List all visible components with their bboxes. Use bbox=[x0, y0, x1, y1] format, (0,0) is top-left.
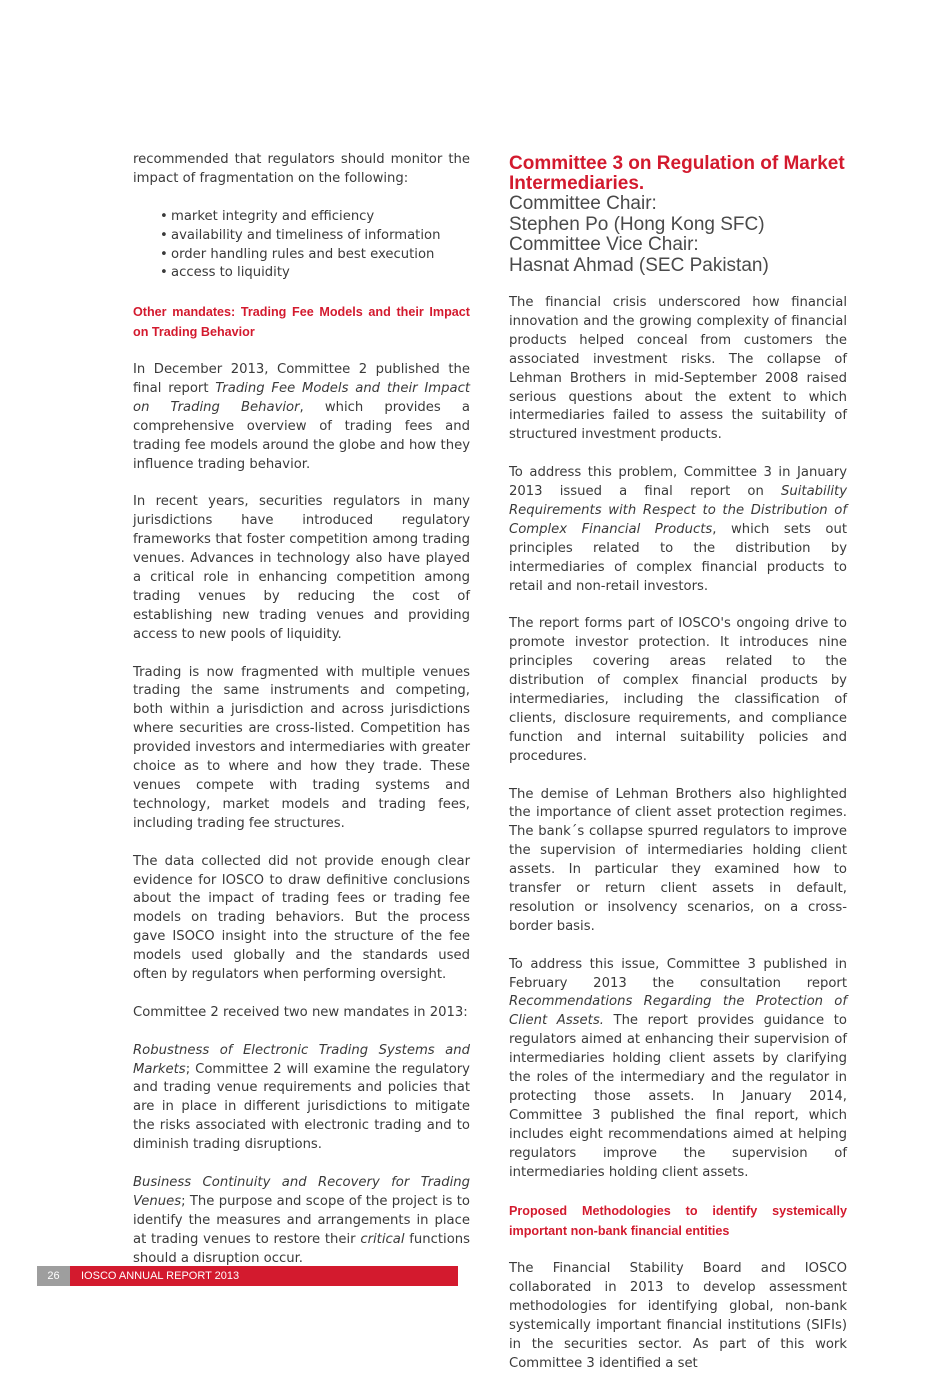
bullet-icon: • bbox=[160, 227, 168, 243]
report-title-italic: Trading Fee Models and their Impact on Trading Behavior bbox=[133, 381, 470, 415]
methodologies-heading: Proposed Methodologies to identify systemically important non-bank financial entities bbox=[509, 1204, 847, 1239]
right-column bbox=[509, 154, 847, 1374]
trading-fee-report-paragraph bbox=[133, 361, 470, 474]
bullet-icon: • bbox=[160, 246, 168, 262]
investor-protection-paragraph: The report forms part of IOSCO's ongoing drive to promote investor protection. It introduces nine principles covering areas related to the distribution of complex financial products by intermediaries, including the classification of clients, disclosure requirements, and compliance function and internal suitability policies and procedures. bbox=[509, 616, 847, 764]
page-number: 26 bbox=[37, 1266, 70, 1286]
bullet-icon: • bbox=[160, 208, 168, 224]
report-title-italic: Recommendations Regarding the Protection of Client Assets. bbox=[509, 994, 847, 1029]
list-item bbox=[160, 264, 470, 283]
text-span: To address this problem, Committee 3 in January 2013 issued a final report on bbox=[509, 465, 847, 500]
suitability-paragraph bbox=[509, 464, 847, 596]
fragmentation-bullet-list bbox=[133, 208, 470, 284]
text-span: To address this issue, Committee 3 published in February 2013 the consultation report bbox=[509, 956, 847, 991]
text-span: , which provides a comprehensive overview of trading fees and trading fee models around the globe and how they influence trading behavior. bbox=[133, 399, 470, 472]
committee-chairs bbox=[509, 194, 847, 276]
robustness-paragraph bbox=[133, 1042, 470, 1155]
other-mandates-heading: Other mandates: Trading Fee Models and their Impact on Trading Behavior bbox=[133, 305, 470, 340]
bullet-text: access to liquidity bbox=[171, 265, 290, 281]
committee-3-title: Committee 3 on Regulation of Market Intermediaries. bbox=[509, 153, 845, 194]
critical-italic: critical bbox=[360, 1231, 405, 1247]
financial-crisis-paragraph: The financial crisis underscored how financial innovation and the growing complexity of financial products helped conceal from customers the associated investment risks. The collapse of Lehman Brothers in mid-September 2008 raised serious questions about the extent to which intermediaries failed to assess the suitability of structured investment products. bbox=[509, 295, 847, 443]
text-span: functions should a disruption occur. bbox=[133, 1231, 470, 1266]
bullet-text: order handling rules and best execution bbox=[171, 246, 435, 262]
text-span: , which sets out principles related to the distribution by intermediaries of complex financial products to retail and non-retail investors. bbox=[509, 521, 847, 594]
data-collected-paragraph: The data collected did not provide enough clear evidence for IOSCO to draw definitive conclusions about the impact of trading fees or trading fee models on trading behaviors. But the process gave ISOCO insight into the structure of the fee models used globally and the standards used often by regulators when performing oversight. bbox=[133, 853, 470, 983]
list-item bbox=[160, 208, 470, 227]
text-span: In December 2013, Committee 2 published the final report bbox=[133, 362, 470, 397]
business-continuity-paragraph bbox=[133, 1174, 470, 1269]
bullet-icon: • bbox=[160, 265, 168, 281]
text-span: ; Committee 2 will examine the regulatory and trading venue requirements and policies that are in place in different jurisdictions to mitigate the risks associated with electronic trading and to diminish trading disruptions. bbox=[133, 1061, 470, 1153]
fsb-paragraph: The Financial Stability Board and IOSCO collaborated in 2013 to develop assessment methodologies for identifying global, non-bank systemically important financial institutions (SIFIs) in the securities sector. As part of this work Committee 3 identified a set bbox=[509, 1261, 847, 1371]
chair-name: Stephen Po (Hong Kong SFC) bbox=[509, 213, 765, 235]
fragmentation-paragraph: Trading is now fragmented with multiple venues trading the same instruments and competing, both within a jurisdiction and across jurisdictions where securities are cross-listed. Competition has provided investors and intermediaries with greater choice as to where and how they trade. These venues compete with trading systems and technology, market models and trading fees, including trading fee structures. bbox=[133, 664, 470, 831]
client-assets-paragraph bbox=[509, 956, 847, 1183]
footer-bar bbox=[37, 1266, 458, 1286]
list-item bbox=[160, 227, 470, 246]
vice-chair-name: Hasnat Ahmad (SEC Pakistan) bbox=[509, 254, 769, 276]
bullet-text: availability and timeliness of information bbox=[171, 227, 441, 243]
footer-title: IOSCO ANNUAL REPORT 2013 bbox=[81, 1270, 240, 1282]
mandate-title-italic: Business Continuity and Recovery for Trading Venues bbox=[133, 1174, 470, 1209]
text-span: The report provides guidance to regulators aimed at enhancing their supervision of intermediaries holding client assets by clarifying the roles of the intermediary and the regulator in protecting those assets. In January 2014, Committee 3 published the final report, which includes eight recommendations aimed at helping regulators improve the supervision of intermediaries holding client assets. bbox=[509, 1013, 847, 1180]
chair-label: Committee Chair: bbox=[509, 193, 657, 214]
lehman-paragraph: The demise of Lehman Brothers also highlighted the importance of client asset protection regimes. The bank´s collapse spurred regulators to improve the supervision of intermediaries holding client assets. In particular they examined how to transfer or return client assets in default, resolution or insolvency scenarios, on a cross-border basis. bbox=[509, 786, 847, 934]
vice-chair-label: Committee Vice Chair: bbox=[509, 234, 699, 255]
text-span: ; The purpose and scope of the project is to identify the measures and arrangements in place at trading venues to restore their bbox=[133, 1193, 470, 1247]
bullet-text: market integrity and efficiency bbox=[171, 208, 375, 224]
left-column bbox=[133, 151, 470, 1269]
report-title-italic: Suitability Requirements with Respect to the Distribution of Complex Financial Products bbox=[509, 484, 847, 537]
competition-paragraph: In recent years, securities regulators in many jurisdictions have introduced regulatory frameworks that foster competition among trading venues. Advances in technology also have played a critical role in enhancing competition among trading venues by reducing the cost of establishing new trading venues and providing access to new pools of liquidity. bbox=[133, 494, 470, 642]
new-mandates-paragraph: Committee 2 received two new mandates in 2013: bbox=[133, 1004, 468, 1020]
intro-paragraph: recommended that regulators should monitor the impact of fragmentation on the following: bbox=[133, 152, 470, 186]
mandate-title-italic: Robustness of Electronic Trading Systems and Markets bbox=[133, 1042, 470, 1077]
list-item bbox=[160, 246, 470, 265]
